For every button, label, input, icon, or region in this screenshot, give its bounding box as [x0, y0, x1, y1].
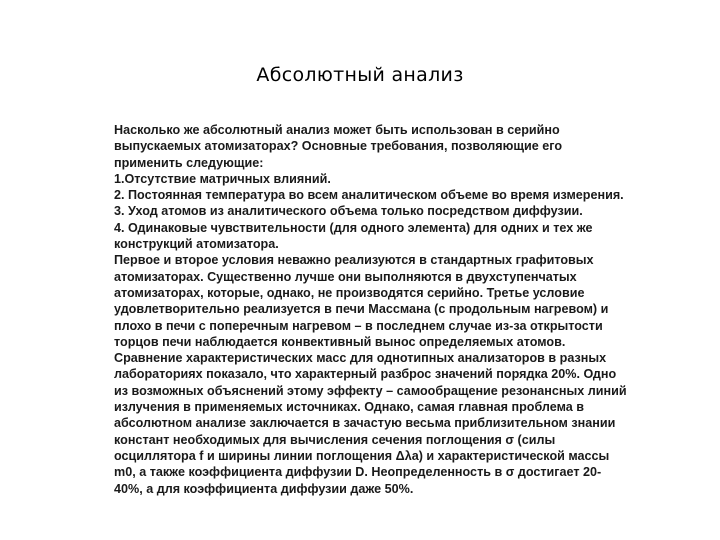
body-line: применить следующие:	[114, 155, 264, 170]
slide-body	[114, 122, 698, 497]
body-line: констант необходимых для вычисления сечения поглощения σ (силы	[114, 432, 556, 447]
body-line: Первое и второе условия неважно реализуются в стандартных графитовых	[114, 253, 594, 268]
body-line: из возможных объяснений этому эффекту – самообращение резонансных линий	[114, 383, 627, 398]
body-line: абсолютном анализе заключается в зачастую весьма приблизительном знании	[114, 416, 616, 431]
body-line: 1.Отсутствие матричных влияний.	[114, 171, 331, 186]
body-line: 4. Одинаковые чувствительности (для одного элемента) для одних и тех же	[114, 220, 593, 235]
body-line: удовлетворительно реализуется в печи Массмана (с продольным нагревом) и	[114, 302, 609, 317]
body-line: осциллятора f и ширины линии поглощения Δλа) и характеристической массы	[114, 448, 610, 463]
body-line: атомизаторах. Существенно лучше они выполняются в двухступенчатых	[114, 269, 577, 284]
body-line: m0, а также коэффициента диффузии D. Неопределенность в σ достигает 20-	[114, 465, 602, 480]
body-line: атомизаторах, которые, однако, не производятся серийно. Третье условие	[114, 285, 585, 300]
slide-title: Абсолютный анализ	[256, 64, 464, 86]
body-line: плохо в печи с поперечным нагревом – в последнем случае из-за открытости	[114, 318, 603, 333]
body-line: Насколько же абсолютный анализ может быть использован в серийно	[114, 123, 560, 137]
body-line: конструкций атомизатора.	[114, 237, 279, 252]
body-line: излучения в применяемых источниках. Однако, самая главная проблема в	[114, 400, 584, 415]
body-line: 2. Постоянная температура во всем аналитическом объеме во время измерения.	[114, 188, 624, 203]
body-line: 40%, а для коэффициента диффузии даже 50%.	[114, 481, 414, 496]
body-line: 3. Уход атомов из аналитического объема только посредством диффузии.	[114, 204, 583, 219]
body-line: Сравнение характеристических масс для однотипных анализаторов в разных	[114, 351, 607, 366]
body-line: выпускаемых атомизаторах? Основные требования, позволяющие его	[114, 139, 563, 154]
body-line: лабораториях показало, что характерный разброс значений порядка 20%. Одно	[114, 367, 617, 382]
body-line: торцов печи наблюдается конвективный вынос определяемых атомов.	[114, 334, 566, 349]
